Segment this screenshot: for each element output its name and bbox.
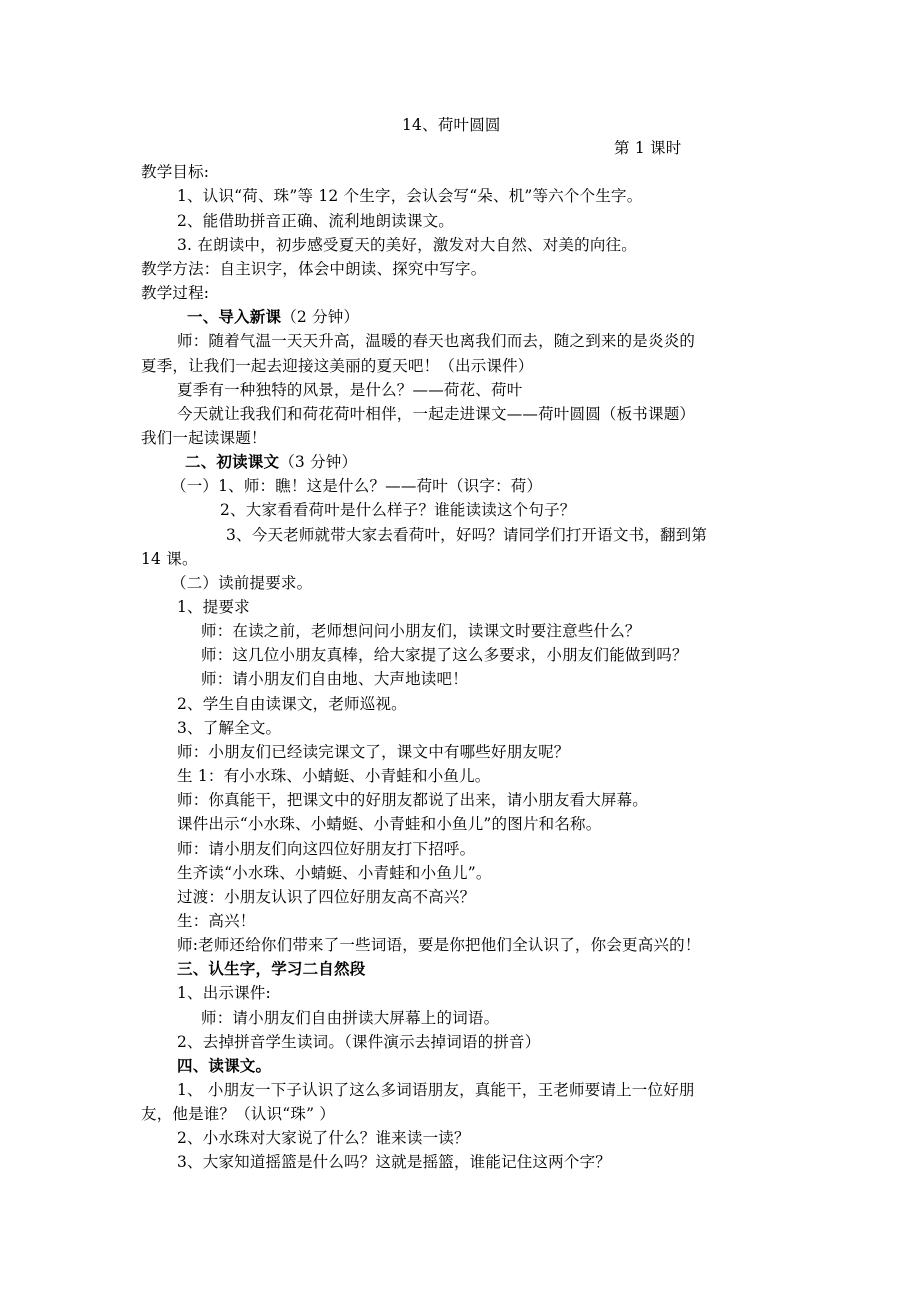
text-line: 夏季有一种独特的风景，是什么？——荷花、荷叶: [177, 381, 523, 399]
goal-item: 1、认识“荷、珠”等 12 个生字，会认会写“朵、机”等六个个生字。: [177, 187, 643, 205]
text-line: 师:老师还给你们带来了一些词语，要是你把他们全认识了，你会更高兴的！: [177, 936, 701, 954]
text-line: 1、 小朋友一下子认识了这么多词语朋友，真能干，王老师要请上一位好朋: [177, 1081, 695, 1099]
document-title: 14、荷叶圆圆: [402, 116, 501, 134]
section-1-heading-line: [187, 306, 359, 328]
goal-item: 2、能借助拼音正确、流利地朗读课文。: [177, 212, 454, 230]
goal-item: 3. 在朗读中，初步感受夏天的美好，激发对大自然、对美的向往。: [177, 236, 637, 254]
goals-label: 教学目标:: [141, 163, 210, 181]
text-line: 生齐读“小水珠、小蜻蜓、小青蛙和小鱼儿”。: [177, 864, 492, 882]
text-line: （一）1、师：瞧！这是什么？——荷叶（识字：荷）: [171, 477, 543, 495]
teaching-method: 教学方法：自主识字，体会中朗读、探究中写字。: [141, 260, 487, 278]
text-line: 师：随着气温一天天升高，温暖的春天也离我们而去，随之到来的是炎炎的: [177, 332, 696, 350]
section-duration: （3 分钟）: [279, 453, 358, 471]
text-line: 今天就让我我们和荷花荷叶相伴，一起走进课文——荷叶圆圆（板书课题）: [177, 405, 696, 423]
text-line: 师：小朋友们已经读完课文了，课文中有哪些好朋友呢？: [177, 743, 570, 761]
text-line: 2、去掉拼音学生读词。（课件演示去掉词语的拼音）: [177, 1033, 541, 1051]
text-line: 我们一起读课题！: [141, 429, 267, 447]
text-line: 师：请小朋友们向这四位好朋友打下招呼。: [177, 840, 476, 858]
text-line: 1、出示课件:: [177, 984, 271, 1002]
text-line: 3、今天老师就带大家去看荷叶，好吗？请同学们打开语文书，翻到第: [226, 526, 708, 544]
section-duration: （2 分钟）: [281, 308, 360, 326]
text-line: 师：在读之前，老师想问问小朋友们，读课文时要注意些什么？: [201, 622, 641, 640]
text-line: 过渡：小朋友认识了四位好朋友高不高兴？: [177, 888, 476, 906]
text-line: 师：这几位小朋友真棒，给大家提了这么多要求，小朋友们能做到吗？: [201, 646, 688, 664]
lesson-period: 第 1 课时: [614, 139, 682, 157]
text-line: 3、大家知道摇篮是什么吗？这就是摇篮，谁能记住这两个字？: [177, 1153, 611, 1171]
text-line: 2、大家看看荷叶是什么样子？谁能读读这个句子？: [220, 501, 576, 519]
section-heading: 三、认生字，学习二自然段: [177, 959, 366, 978]
text-line: 师：你真能干，把课文中的好朋友都说了出来，请小朋友看大屏幕。: [177, 791, 649, 809]
section-heading: 二、初读课文: [185, 452, 280, 471]
text-line: 生 1：有小水珠、小蜻蜓、小青蛙和小鱼儿。: [177, 767, 491, 785]
text-line: 2、学生自由读课文，老师巡视。: [177, 695, 407, 713]
text-line: 夏季，让我们一起去迎接这美丽的夏天吧！（出示课件）: [141, 357, 534, 375]
section-heading: 一、导入新课: [187, 307, 282, 326]
section-2-heading-line: [185, 451, 357, 473]
text-line: （二）读前提要求。: [171, 574, 313, 592]
text-line: 课件出示“小水珠、小蜻蜓、小青蛙和小鱼儿”的图片和名称。: [177, 815, 602, 833]
text-line: 师：请小朋友们自由地、大声地读吧！: [201, 670, 468, 688]
text-line: 14 课。: [141, 550, 198, 568]
process-label: 教学过程:: [141, 284, 210, 302]
text-line: 友，他是谁？（认识“珠” ）: [141, 1105, 336, 1123]
text-line: 1、提要求: [177, 598, 250, 616]
text-line: 师：请小朋友们自由拼读大屏幕上的词语。: [201, 1009, 500, 1027]
text-line: 2、小水珠对大家说了什么？谁来读一读？: [177, 1129, 470, 1147]
text-line: 生：高兴！: [177, 912, 256, 930]
section-heading: 四、读课文。: [177, 1056, 272, 1075]
text-line: 3、了解全文。: [177, 719, 282, 737]
